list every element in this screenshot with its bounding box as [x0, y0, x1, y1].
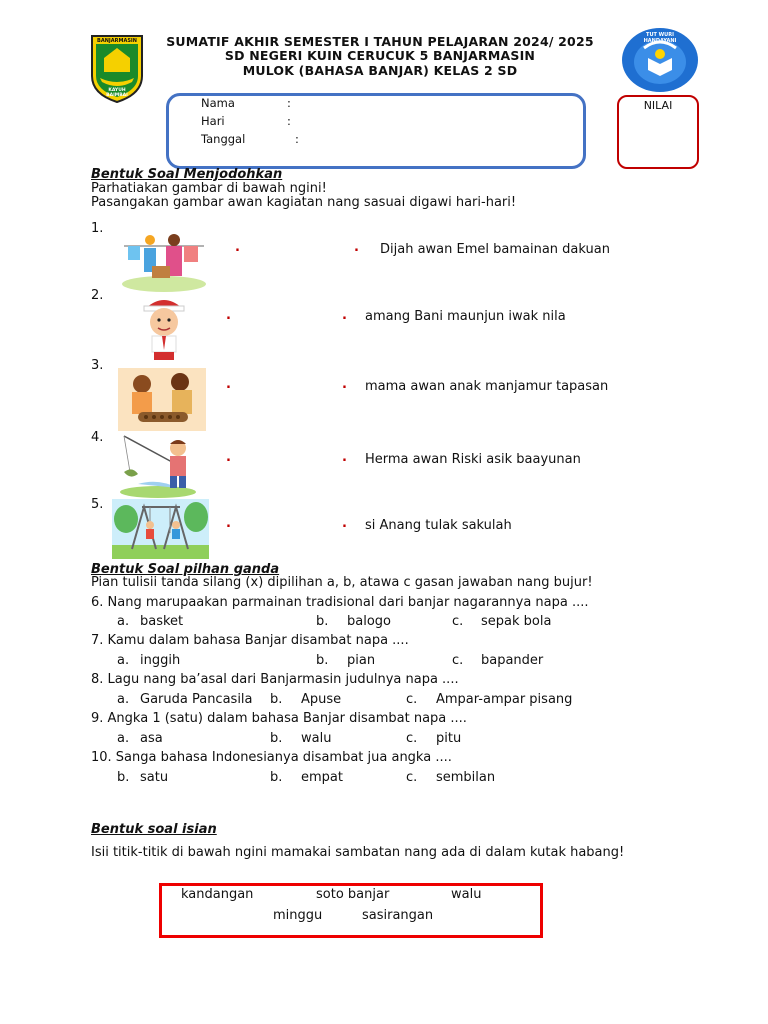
- option-b: empat: [301, 770, 343, 785]
- nama-colon: :: [287, 96, 291, 110]
- question-text: 8. Lagu nang ba’asal dari Banjarmasin judulnya napa ....: [91, 672, 459, 687]
- matching-number: 2.: [91, 288, 104, 303]
- option-c: sembilan: [436, 770, 496, 785]
- picture-children-dakon: [118, 368, 206, 431]
- section-multiple-choice-title: Bentuk Soal pilhan ganda: [91, 562, 280, 577]
- matching-text: mama awan anak manjamur tapasan: [365, 379, 609, 394]
- option-label: b.: [270, 692, 283, 707]
- picture-man-fishing: [118, 432, 202, 498]
- tut-wuri-handayani-logo: [620, 26, 700, 94]
- option-label: a.: [117, 731, 130, 746]
- score-label: NILAI: [643, 99, 673, 112]
- match-dot-left: .: [235, 240, 240, 255]
- option-label: b.: [117, 770, 130, 785]
- question-text: 10. Sanga bahasa Indonesianya disambat jua angka ....: [91, 750, 452, 765]
- option-label: a.: [117, 614, 130, 629]
- option-label: b.: [316, 614, 329, 629]
- option-label: b.: [270, 770, 283, 785]
- match-dot-left: .: [226, 377, 231, 392]
- option-a: satu: [140, 770, 169, 785]
- word-bank-item: soto banjar: [316, 887, 390, 902]
- section-fill-in-instruction: Isii titik-titik di bawah ngini mamakai sambatan nang ada di dalam kutak habang!: [91, 845, 625, 860]
- question-text: 6. Nang marupaakan parmainan tradisional dari banjar nagarannya napa ....: [91, 595, 589, 610]
- logo-top-text: BANJARMASIN: [97, 38, 137, 44]
- option-label: c.: [452, 653, 464, 668]
- match-dot-left: .: [226, 308, 231, 323]
- match-dot-right: .: [354, 240, 359, 255]
- nama-label: Nama: [201, 96, 235, 110]
- option-label: b.: [316, 653, 329, 668]
- option-a: basket: [140, 614, 184, 629]
- word-bank-item: walu: [451, 887, 482, 902]
- match-dot-right: .: [342, 516, 347, 531]
- section-multiple-choice-instruction: Pian tulisii tanda silang (x) dipilihan a, b, atawa c gasan jawaban nang bujur!: [91, 575, 593, 590]
- picture-children-laundry: [120, 226, 208, 292]
- option-label: c.: [406, 692, 418, 707]
- score-box: [617, 95, 699, 169]
- option-label: a.: [117, 653, 130, 668]
- option-label: c.: [406, 770, 418, 785]
- subject-class: MULOK (BAHASA BANJAR) KELAS 2 SD: [242, 63, 518, 78]
- option-label: b.: [270, 731, 283, 746]
- option-label: c.: [406, 731, 418, 746]
- hari-label: Hari: [201, 114, 225, 128]
- school-name: SD NEGERI KUIN CERUCUK 5 BANJARMASIN: [224, 48, 536, 63]
- section-fill-in-title: Bentuk soal isian: [91, 822, 217, 837]
- option-c: Ampar-ampar pisang: [436, 692, 573, 707]
- match-dot-left: .: [226, 450, 231, 465]
- matching-number: 5.: [91, 497, 104, 512]
- match-dot-right: .: [342, 308, 347, 323]
- word-bank-item: kandangan: [181, 887, 254, 902]
- logo-bottom-text: KAYUH BAIMBAI: [106, 88, 128, 98]
- picture-student-boy: [138, 294, 190, 362]
- option-label: c.: [452, 614, 464, 629]
- option-a: asa: [140, 731, 163, 746]
- tanggal-colon: :: [295, 132, 299, 146]
- question-text: 7. Kamu dalam bahasa Banjar disambat napa ....: [91, 633, 409, 648]
- option-c: pitu: [436, 731, 462, 746]
- match-dot-right: .: [342, 377, 347, 392]
- matching-number: 4.: [91, 430, 104, 445]
- exam-title: SUMATIF AKHIR SEMESTER I TAHUN PELAJARAN 2024/ 2025: [166, 34, 594, 49]
- option-b: pian: [347, 653, 376, 668]
- matching-text: Herma awan Riski asik baayunan: [365, 452, 581, 467]
- matching-number: 3.: [91, 358, 104, 373]
- matching-text: amang Bani maunjun iwak nila: [365, 309, 566, 324]
- option-a: inggih: [140, 653, 181, 668]
- picture-children-swings: [112, 499, 209, 559]
- word-bank-item: minggu: [273, 908, 323, 923]
- section-matching-instruction-2: Pasangakan gambar awan kagiatan nang sasuai digawi hari-hari!: [91, 195, 517, 210]
- matching-text: si Anang tulak sakulah: [365, 518, 512, 533]
- option-b: balogo: [347, 614, 391, 629]
- match-dot-left: .: [226, 516, 231, 531]
- section-matching-instruction-1: Parhatiakan gambar di bawah ngini!: [91, 181, 327, 196]
- question-text: 9. Angka 1 (satu) dalam bahasa Banjar disambat napa ....: [91, 711, 467, 726]
- logo-motto-text: TUT WURI HANDAYANI: [643, 32, 677, 44]
- word-bank-item: sasirangan: [362, 908, 434, 923]
- tanggal-label: Tanggal: [201, 132, 246, 146]
- option-label: a.: [117, 692, 130, 707]
- option-b: Apuse: [301, 692, 342, 707]
- matching-number: 1.: [91, 221, 104, 236]
- option-c: bapander: [481, 653, 544, 668]
- option-c: sepak bola: [481, 614, 552, 629]
- option-a: Garuda Pancasila: [140, 692, 253, 707]
- matching-text: Dijah awan Emel bamainan dakuan: [380, 242, 610, 257]
- hari-colon: :: [287, 114, 291, 128]
- match-dot-right: .: [342, 450, 347, 465]
- option-b: walu: [301, 731, 332, 746]
- section-matching-title: Bentuk Soal Menjodohkan: [91, 167, 283, 182]
